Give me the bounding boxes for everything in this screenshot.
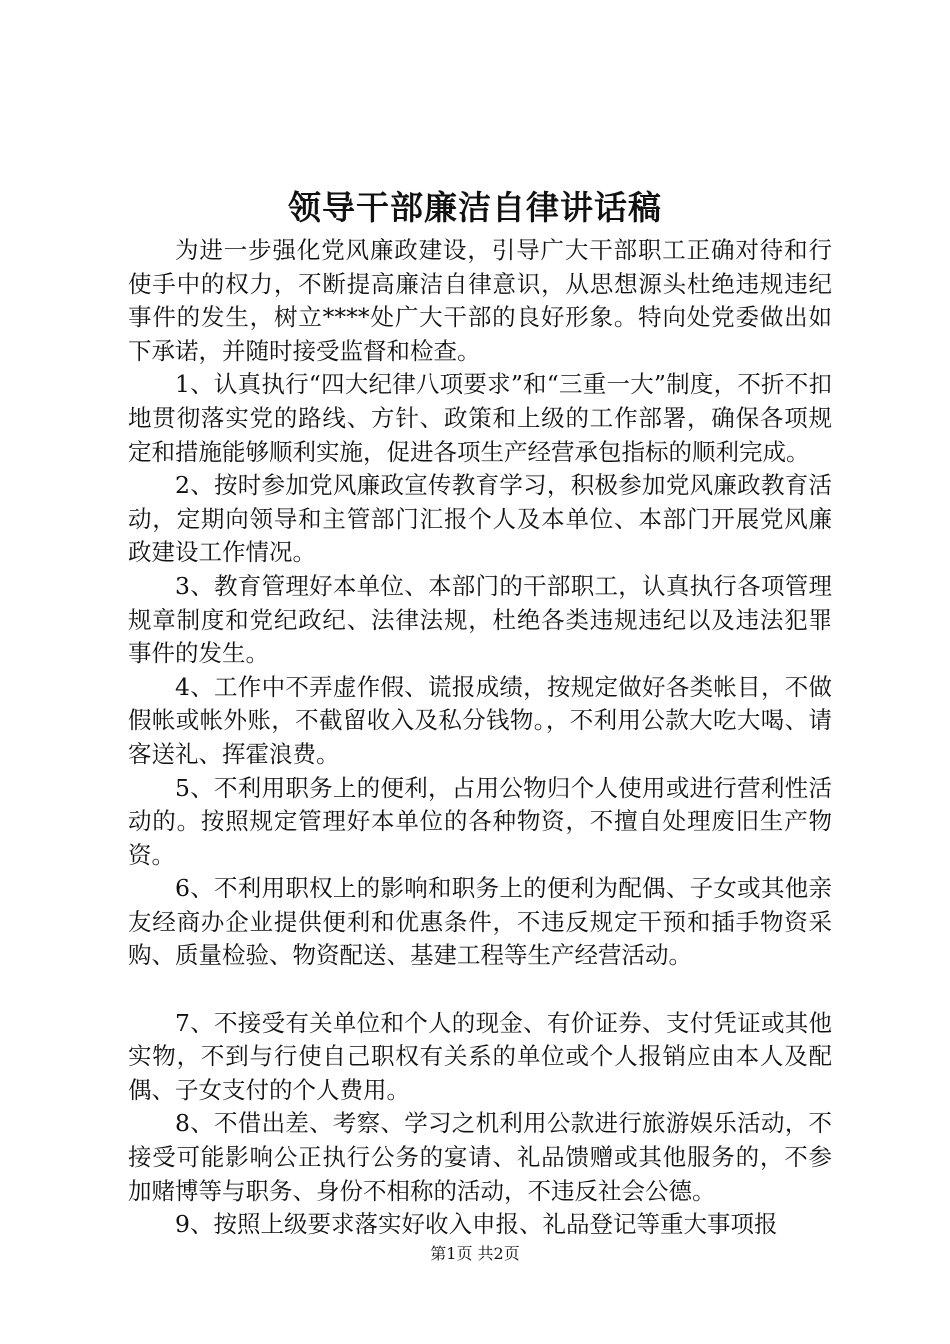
paragraph-item-2: 2、按时参加党风廉政宣传教育学习，积极参加党风廉政教育活动，定期向领导和主管部门汇报个人及本单位、本部门开展党风廉政建设工作情况。: [128, 471, 832, 567]
document-title: 领导干部廉洁自律讲话稿: [288, 188, 662, 227]
document-body: [128, 234, 832, 1242]
paragraph-item-1: 1、认真执行“四大纪律八项要求”和“三重一大”制度，不折不扣地贯彻落实党的路线、方针、政策和上级的工作部署，确保各项规定和措施能够顺利实施，促进各项生产经营承包指标的顺利完成。: [128, 370, 832, 466]
paragraph-item-4: 4、工作中不弄虚作假、谎报成绩，按规定做好各类帐目，不做假帐或帐外账，不截留收入及私分钱物。，不利用公款大吃大喝、请客送礼、挥霍浪费。: [128, 672, 832, 768]
page-number-footer: 第1页 共2页: [430, 1244, 520, 1263]
paragraph-item-6: 6、不利用职权上的影响和职务上的便利为配偶、子女或其他亲友经商办企业提供便利和优惠条件，不违反规定干预和插手物资采购、质量检验、物资配送、基建工程等生产经营活动。: [128, 874, 832, 970]
paragraph-intro: 为进一步强化党风廉政建设，引导广大干部职工正确对待和行使手中的权力，不断提高廉洁自律意识，从思想源头杜绝违规违纪事件的发生，树立****处广大干部的良好形象。特向处党委做出如下承诺，并随时接受监督和检查。: [128, 236, 832, 365]
paragraph-item-9: 9、按照上级要求落实好收入申报、礼品登记等重大事项报: [175, 1210, 778, 1239]
paragraph-item-7: 7、不接受有关单位和个人的现金、有价证券、支付凭证或其他实物，不到与行使自己职权有关系的单位或个人报销应由本人及配偶、子女支付的个人费用。: [128, 1008, 832, 1104]
blank-line: [128, 973, 832, 1007]
paragraph-item-5: 5、不利用职务上的便利，占用公物归个人使用或进行营利性活动的。按照规定管理好本单位的各种物资，不擅自处理废旧生产物资。: [128, 773, 832, 869]
paragraph-item-8: 8、不借出差、考察、学习之机利用公款进行旅游娱乐活动，不接受可能影响公正执行公务的宴请、礼品馈赠或其他服务的，不参加赌博等与职务、身份不相称的活动，不违反社会公德。: [128, 1109, 832, 1205]
paragraph-item-3: 3、教育管理好本单位、本部门的干部职工，认真执行各项管理规章制度和党纪政纪、法律法规，杜绝各类违规违纪以及违法犯罪事件的发生。: [128, 571, 832, 668]
